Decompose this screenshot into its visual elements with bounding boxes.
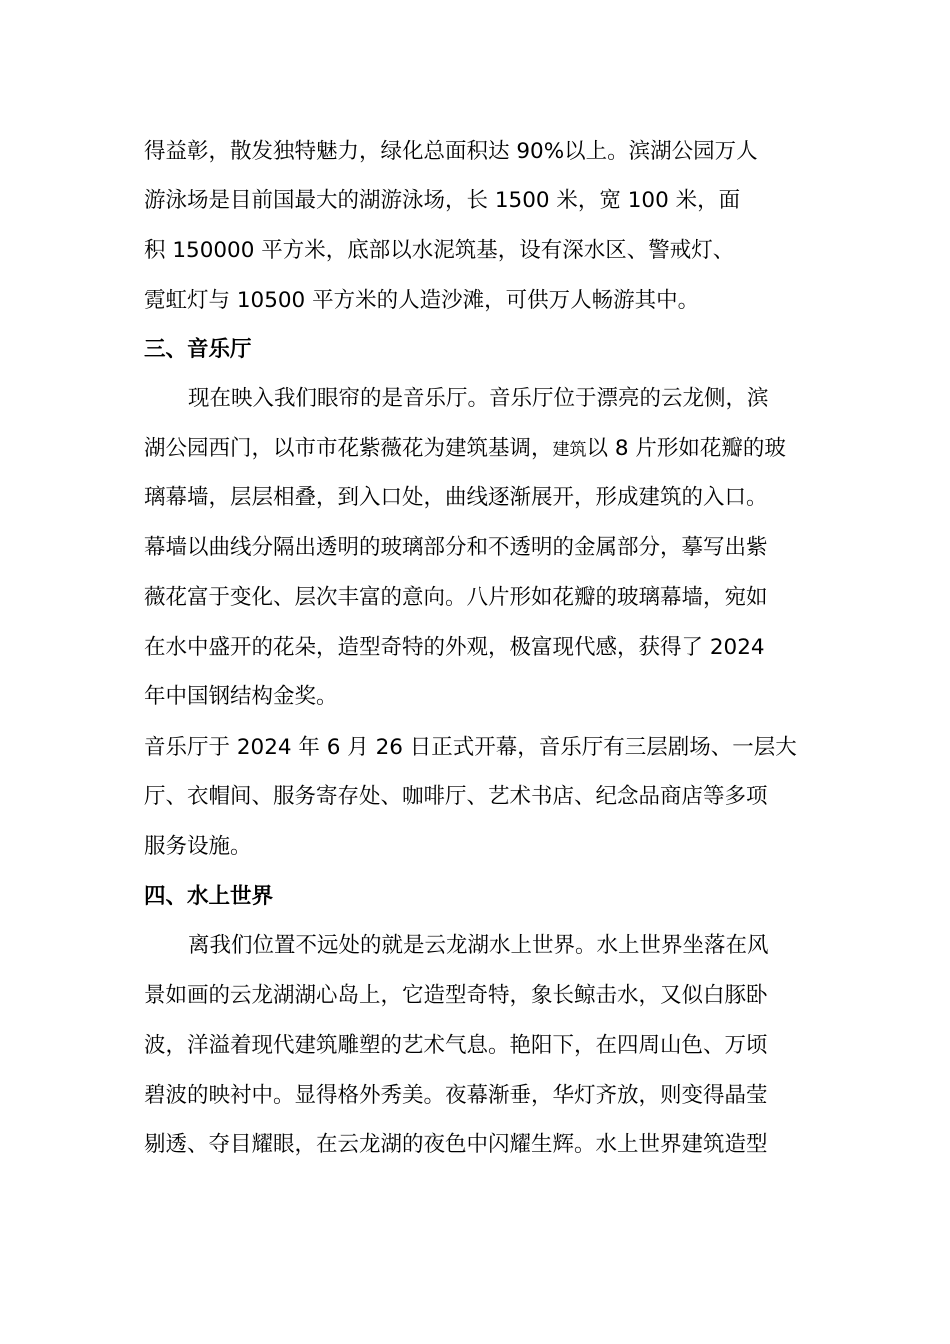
paragraph-line: 离我们位置不远处的就是云龙湖水上世界。水上世界坐落在风 <box>188 933 769 958</box>
paragraph-line: 剔透、夺目耀眼，在云龙湖的夜色中闪耀生辉。水上世界建筑造型 <box>144 1132 768 1157</box>
paragraph-line: 现在映入我们眼帘的是音乐厅。音乐厅位于漂亮的云龙侧，滨 <box>188 386 769 411</box>
section-heading-music-hall: 三、音乐厅 <box>144 337 252 362</box>
paragraph-line: 景如画的云龙湖湖心岛上，它造型奇特，象长鲸击水，又似白豚卧 <box>144 983 768 1008</box>
paragraph-line: 年中国钢结构金奖。 <box>144 684 338 709</box>
line-text: 湖公园西门，以市市花紫薇花为建筑基调， <box>144 436 553 461</box>
paragraph-line <box>144 434 786 464</box>
paragraph-line: 得益彰，散发独特魅力，绿化总面积达 90%以上。滨湖公园万人 <box>144 139 758 164</box>
paragraph-line: 幕墙以曲线分隔出透明的玻璃部分和不透明的金属部分，摹写出紫 <box>144 535 768 560</box>
paragraph-line: 碧波的映衬中。显得格外秀美。夜幕渐垂，华灯齐放，则变得晶莹 <box>144 1083 768 1108</box>
paragraph-line: 薇花富于变化、层次丰富的意向。八片形如花瓣的玻璃幕墙，宛如 <box>144 585 768 610</box>
paragraph-line: 游泳场是目前国最大的湖游泳场，长 1500 米，宽 100 米，面 <box>144 188 741 213</box>
small-text: 建筑 <box>552 440 587 460</box>
section-heading-water-world: 四、水上世界 <box>144 884 274 909</box>
paragraph-line: 积 150000 平方米，底部以水泥筑基，设有深水区、警戒灯、 <box>144 238 735 263</box>
paragraph-line: 音乐厅于 2024 年 6 月 26 日正式开幕，音乐厅有三层剧场、一层大 <box>144 735 797 760</box>
paragraph-line: 霓虹灯与 10500 平方米的人造沙滩，可供万人畅游其中。 <box>144 288 700 313</box>
paragraph-line: 在水中盛开的花朵，造型奇特的外观，极富现代感，获得了 2024 <box>144 635 765 660</box>
paragraph-line: 厅、衣帽间、服务寄存处、咖啡厅、艺术书店、纪念品商店等多项 <box>144 784 768 809</box>
paragraph-line: 璃幕墙，层层相叠，到入口处，曲线逐渐展开，形成建筑的入口。 <box>144 485 768 510</box>
line-text: 以 8 片形如花瓣的玻 <box>586 436 786 461</box>
paragraph-line: 服务设施。 <box>144 834 252 859</box>
paragraph-line: 波，洋溢着现代建筑雕塑的艺术气息。艳阳下，在四周山色、万顷 <box>144 1033 768 1058</box>
